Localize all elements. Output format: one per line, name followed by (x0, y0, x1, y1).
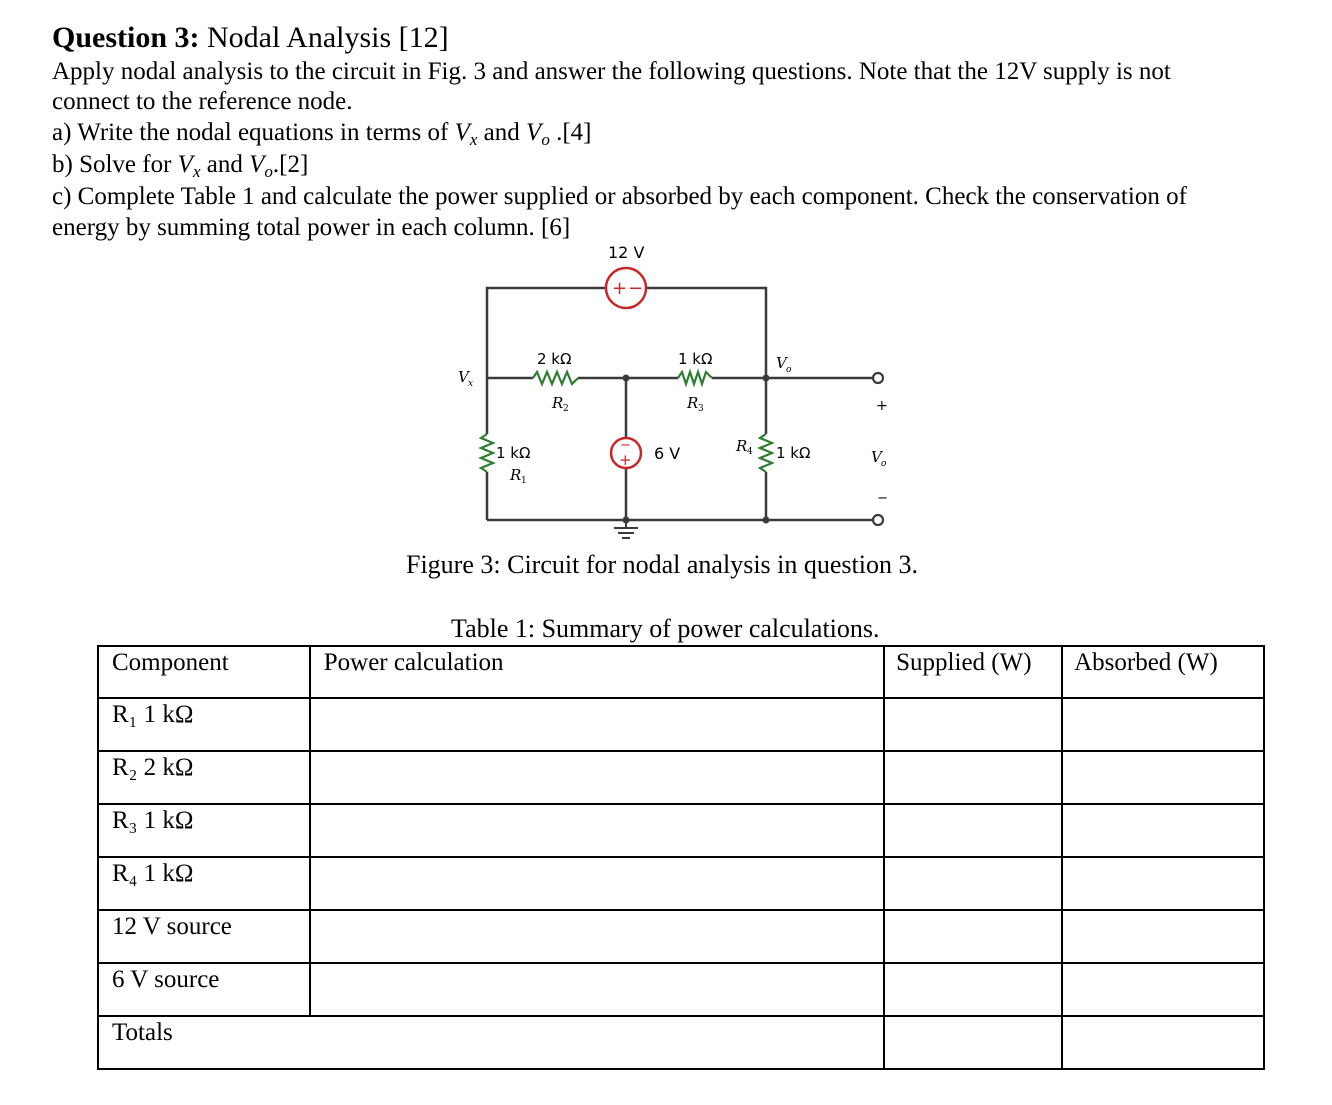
src6-label: 6 V (654, 444, 681, 463)
src12-label: 12 V (608, 243, 645, 262)
and-word: and (483, 119, 520, 146)
power-calc-cell[interactable] (310, 751, 884, 804)
var-vx: V (454, 119, 470, 146)
ground-icon (614, 520, 638, 538)
part-c-line-2: energy by summing total power in each column. [6] (52, 214, 571, 241)
supplied-cell[interactable] (884, 910, 1062, 963)
power-calc-cell[interactable] (310, 857, 884, 910)
table-totals-row (98, 1016, 1264, 1069)
absorbed-cell[interactable] (1062, 804, 1264, 857)
r3-sub: 3 (698, 404, 704, 414)
intro-line-2: connect to the reference node. (52, 88, 353, 115)
r4-zigzag (760, 434, 772, 472)
r2-value: 2 kΩ (537, 350, 572, 368)
var-vo: V (526, 119, 542, 146)
table-row (98, 857, 1264, 910)
r1-name: R (510, 466, 522, 484)
out-v-sub: o (881, 459, 887, 469)
r1-zigzag (481, 434, 493, 472)
var-vo-b: V (249, 151, 265, 178)
table-row (98, 698, 1264, 751)
r2-sub: 2 (563, 404, 569, 414)
var-vx-b: V (177, 151, 193, 178)
src6-minus: − (620, 438, 631, 453)
junction-bottom-right (763, 517, 770, 524)
absorbed-cell[interactable] (1062, 698, 1264, 751)
totals-label: Totals (98, 1016, 310, 1069)
absorbed-cell[interactable] (1062, 963, 1264, 1016)
absorbed-total-cell[interactable] (1062, 1016, 1264, 1069)
r4-sub: 4 (747, 447, 753, 457)
row-r4-label: R₄ 1 kΩ (98, 857, 310, 910)
intro-line-1: Apply nodal analysis to the circuit in Fig. 3 and answer the following questions. Note that the 12V supply is not (52, 58, 1171, 85)
table-row (98, 804, 1264, 857)
r2-zigzag (533, 372, 578, 384)
r2-name: R (552, 394, 564, 412)
junction-mid (623, 375, 630, 382)
row-r3-label: R₃ 1 kΩ (98, 804, 310, 857)
table-row (98, 910, 1264, 963)
r3-name: R (687, 394, 699, 412)
src6-plus: + (619, 451, 632, 469)
part-a-prefix: a) Write the nodal equations in terms of (52, 119, 449, 146)
power-calc-cell[interactable] (310, 910, 884, 963)
supplied-cell[interactable] (884, 857, 1062, 910)
part-b-prefix: b) Solve for (52, 151, 172, 178)
question-heading: Question 3: (52, 21, 200, 54)
totals-gap (310, 1016, 884, 1069)
node-vx-sub: x (468, 379, 474, 389)
node-vo-sub: o (786, 365, 792, 375)
part-b-suffix: .[2] (272, 151, 309, 178)
r1-sub: 1 (521, 476, 527, 486)
terminal-top (873, 373, 883, 383)
src12-plus: + (612, 278, 628, 299)
power-calc-cell[interactable] (310, 698, 884, 751)
header-absorbed: Absorbed (W) (1062, 646, 1264, 698)
supplied-cell[interactable] (884, 698, 1062, 751)
header-supplied: Supplied (W) (884, 646, 1062, 698)
node-vo-label: V (776, 354, 787, 372)
row-6v-label: 6 V source (98, 963, 310, 1016)
part-a-suffix: .[4] (556, 119, 592, 146)
part-c-line-1: c) Complete Table 1 and calculate the power supplied or absorbed by each component. Check the conservation of (52, 183, 1187, 210)
header-component: Component (98, 646, 310, 698)
var-vo-b-sub: o (264, 162, 273, 181)
out-minus: − (877, 491, 888, 506)
supplied-total-cell[interactable] (884, 1016, 1062, 1069)
table-row (98, 963, 1264, 1016)
power-calc-cell[interactable] (310, 804, 884, 857)
r3-zigzag (678, 372, 712, 384)
absorbed-cell[interactable] (1062, 857, 1264, 910)
supplied-cell[interactable] (884, 751, 1062, 804)
var-vx-b-sub: x (192, 162, 201, 181)
out-plus: + (876, 398, 888, 414)
supplied-cell[interactable] (884, 804, 1062, 857)
r3-value: 1 kΩ (678, 350, 713, 368)
r1-value: 1 kΩ (496, 444, 531, 462)
var-vo-sub: o (541, 130, 550, 149)
row-r2-label: R₂ 2 kΩ (98, 751, 310, 804)
absorbed-cell[interactable] (1062, 751, 1264, 804)
var-vx-sub: x (469, 130, 478, 149)
table-row (98, 751, 1264, 804)
r4-name: R (736, 437, 748, 455)
out-v-label: V (871, 448, 882, 466)
row-12v-label: 12 V source (98, 910, 310, 963)
figure-caption: Figure 3: Circuit for nodal analysis in question 3. (406, 550, 918, 579)
supplied-cell[interactable] (884, 963, 1062, 1016)
power-calc-cell[interactable] (310, 963, 884, 1016)
terminal-bottom (873, 515, 883, 525)
table-header-row (98, 646, 1264, 698)
power-table (97, 645, 1265, 1070)
question-topic: Nodal Analysis [12] (207, 21, 449, 54)
and-word-b: and (206, 151, 243, 178)
node-vx-label: V (458, 368, 469, 386)
table-caption: Table 1: Summary of power calculations. (451, 614, 880, 643)
question-title (52, 20, 449, 56)
junction-vo (763, 375, 770, 382)
r4-value: 1 kΩ (776, 444, 811, 462)
header-power-calculation: Power calculation (310, 646, 884, 698)
src12-minus: − (628, 278, 644, 299)
row-r1-label: R₁ 1 kΩ (98, 698, 310, 751)
circuit-diagram (440, 236, 900, 546)
absorbed-cell[interactable] (1062, 910, 1264, 963)
